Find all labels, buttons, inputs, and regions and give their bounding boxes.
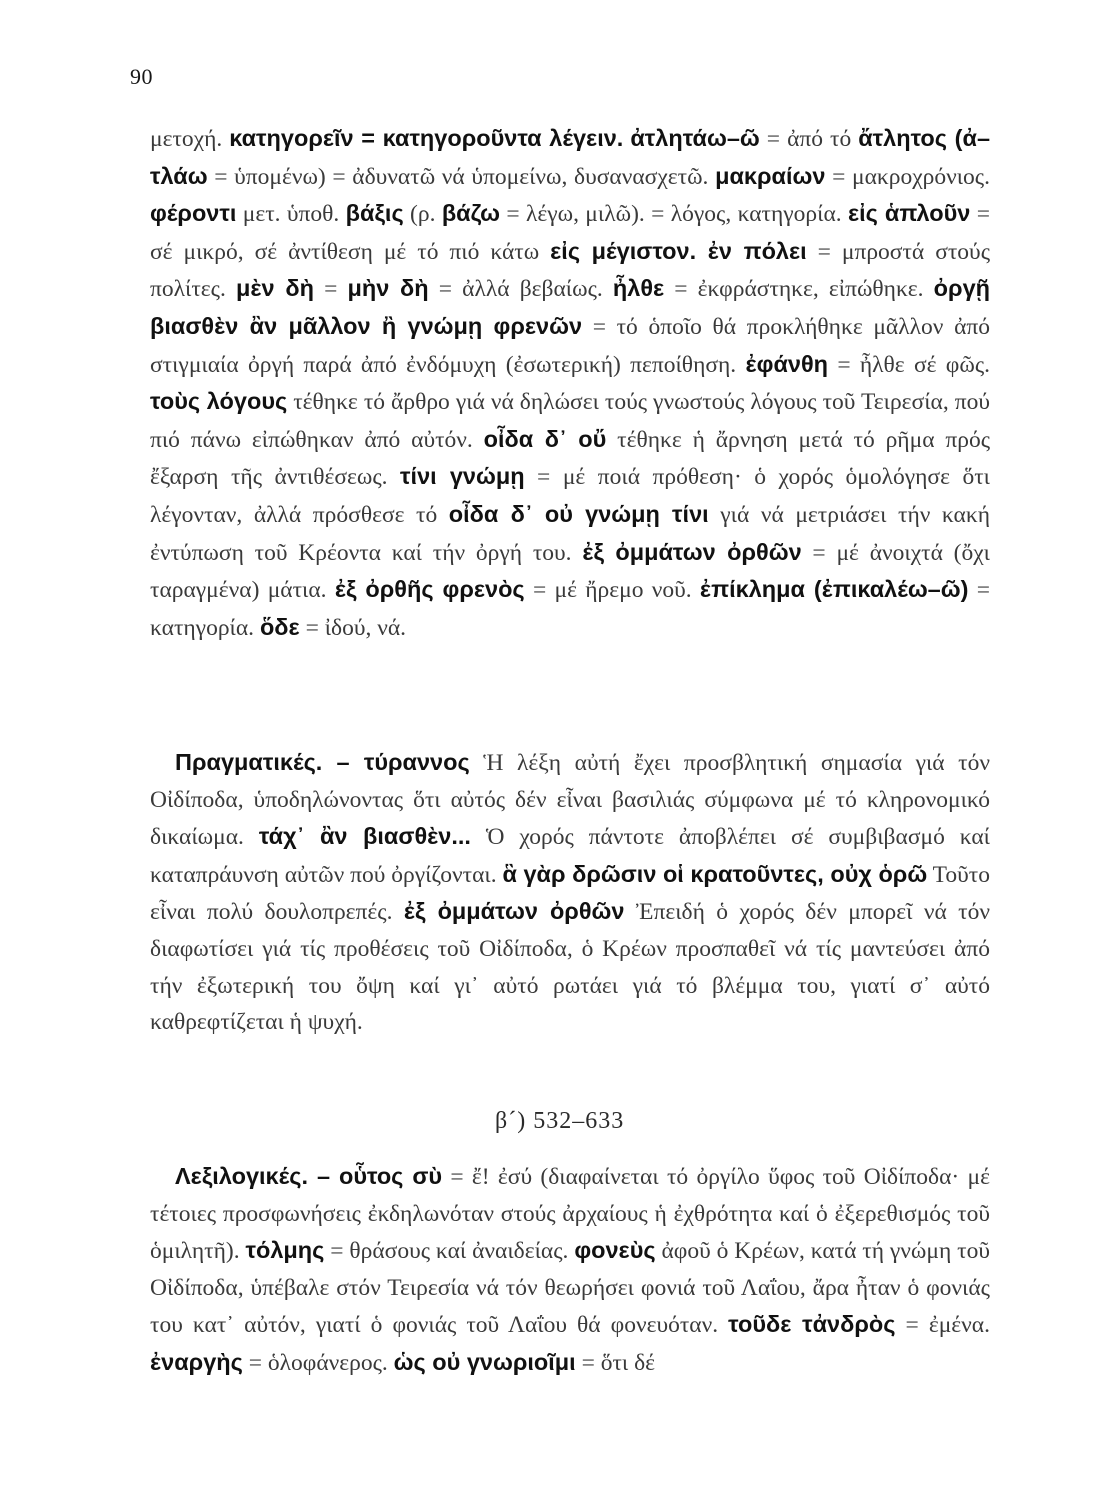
gloss-text: = θράσους καί ἀναιδείας. [324,1238,575,1265]
lemma-term: ἐπίκλημα (ἐπικαλέω–ῶ) [699,576,969,603]
gloss-text: γιά νά μετριάσει τήν κακή ἐντύπωση τοῦ Κρέοντα καί τήν ὀργή του. [150,501,991,566]
lemma-term: κατηγορεῖν = κατηγοροῦντα λέγειν. [229,125,624,151]
page-number: 90 [130,64,153,89]
lemma-term: βάζω [441,200,500,227]
lemma-term: τίνι γνώμῃ [400,463,525,490]
gloss-text: = μέ ἤρεμο νοῦ. [524,577,700,604]
gloss-text: = [313,276,348,303]
gloss-text: = ἰδού, νά. [299,614,407,641]
gloss-text: = μακροχρόνιος. [825,163,990,190]
lemma-term: ἀτλητάω–ῶ [630,125,760,151]
glossary-paragraph-1 [150,120,990,646]
gloss-text: τέθηκε ἡ ἄρνηση μετά τό ρῆμα πρός ἔξαρση τῆς ἀντιθέσεως. [150,426,990,491]
lemma-term: ἐξ ὀμμάτων ὀρθῶν [403,898,625,925]
lemma-term: Πραγματικές. – τύραννος [175,749,470,775]
gloss-text: μετ. ὑποθ. [236,201,346,228]
gloss-text: = ὑπομένω) = ἀδυνατῶ νά ὑπομείνω, δυσανασχετῶ. [207,163,716,190]
gloss-text: Ὁ χορός πάντοτε ἀποβλέπει σέ συμβιβασμό καί καταπράυνση αὐτῶν πού ὀργίζονται. [150,824,990,888]
gloss-text: = ἀλλά βεβαίως. [428,276,613,303]
gloss-text: ἀφοῦ ὁ Κρέων, κατά τή γνώμη τοῦ Οἰδίποδα, ὑπέβαλε στόν Τειρεσία νά τόν θεωρήσει φονιά τοῦ Λαΐου, ἄρα ἦταν ὁ φονιάς του κατ᾽ αὐτόν, γιατί ὁ φονιάς τοῦ Λαΐου θά φονευόταν. [150,1238,990,1339]
lemma-term: ὅδε [259,613,300,640]
gloss-text: = σέ μικρό, σέ ἀντίθεση μέ τό πιό κάτω [150,201,990,265]
lemma-term: τοὺς λόγους [150,388,288,415]
gloss-text: = τό ὁποῖο θά προκλήθηκε μᾶλλον ἀπό στιγμιαία ὀργή παρά ἀπό ἐνδόμυχη (ἐσωτερική) πεποίθηση. [150,313,990,378]
lemma-term: οἶδα δ᾽ οὔ [483,425,607,452]
lemma-term: ἐξ ὀρθῆς φρενὸς [334,576,525,603]
lemma-term: ἐξ ὀμμάτων ὀρθῶν [582,538,802,565]
lexilogikes-paragraph [150,1158,990,1382]
lemma-term: φέροντι [150,200,237,227]
gloss-text: Ἡ λέξη αὐτή ἔχει προσβλητική σημασία γιά τόν Οἰδίποδα, ὑποδηλώνοντας ὅτι αὐτός δέν εἶναι βασιλιάς [150,750,990,813]
lemma-term: μὲν δὴ [235,275,314,302]
gloss-text: τέθηκε τό ἄρθρο γιά νά δηλώσει τούς γνωστούς λόγους τοῦ Τειρεσία, πού πιό πάνω εἰπώθηκαν ἀπό αὐτόν. [150,389,990,453]
gloss-text: = ἔ! ἐσύ (διαφαίνεται τό ὀργίλο ὕφος τοῦ Οἰδίποδα· μέ τέτοιες προσφωνήσεις ἐκδηλωνόταν στούς ἀρχαίους ἡ ἐχθρότητα καί ὁ ἐξερεθισμός τοῦ ὁμιλητῆ). [150,1164,990,1265]
gloss-text: = μπροστά στούς πολίτες. [150,238,991,303]
lemma-term: βάξις [345,200,404,227]
lemma-term: μὴν δὴ [347,275,429,302]
gloss-text: = ἦλθε σέ φῶς. [828,351,990,378]
lemma-term: μακραίων [715,162,826,189]
lemma-term: ὡς οὐ γνωριοῖμι [393,1348,576,1375]
gloss-text: = μέ ἀνοιχτά (ὄχι ταραγμένα) μάτια. [150,539,990,604]
lemma-term: εἰς μέγιστον. ἐν πόλει [550,237,807,264]
gloss-text: = ἀπό τό [759,126,859,152]
gloss-text: Ἐπειδή ὁ χορός δέν μπορεῖ νά τόν διαφωτίσει γιά τίς προθέσεις τοῦ Οἰδίποδα, ὁ Κρέων προσπαθεῖ νά τίς μαντεύσει ἀπό τήν ἐξωτερική του ὄψη καί γι᾽ αὐτό ρωτάει γιά τό βλέμμα του, γιατί σ᾽ αὐτό καθρεφτίζεται ἡ ψυχή. [150,899,990,1036]
gloss-text: = ὁλοφάνερος. [242,1349,394,1376]
lemma-term: ἦλθε [612,275,665,302]
lemma-term: τόλμης [245,1237,325,1264]
lemma-term: ἄτλητος (ἀ–τλάω [150,125,991,189]
gloss-text: = λέγω, μιλῶ). = λόγος, κατηγορία. [499,201,848,228]
lemma-term: ἐναργὴς [150,1348,243,1375]
lemma-term: φονεὺς [574,1237,656,1264]
lemma-term: οἶδα δ᾽ οὐ γνώμῃ τίνι [448,500,709,527]
lemma-term: τάχ᾽ ἂν βιασθὲν... [258,823,471,850]
gloss-text: = ἐμένα. [895,1312,990,1339]
lemma-term: τοῦδε τἀνδρὸς [728,1311,896,1338]
lemma-term: Λεξιλογικές. – οὗτος σὺ [175,1163,443,1189]
gloss-text: = κατηγορία. [150,577,990,641]
gloss-text: Τοῦτο εἶναι πολύ δουλοπρεπές. [150,861,990,926]
lemma-term: εἰς ἁπλοῦν [848,200,971,227]
gloss-text: (ρ. [403,201,442,228]
lemma-term: ἐφάνθη [745,350,829,377]
gloss-text: = ἐκφράστηκε, εἰπώθηκε. [664,276,934,303]
gloss-text: = ὅτι δέ [575,1349,656,1376]
lemma-term: ἃ γὰρ δρῶσιν οἱ κρατοῦντες, οὐχ ὁρῶ [502,860,928,887]
gloss-text: = μέ ποιά πρόθεση· ὁ χορός ὁμολόγησε ὅτι λέγονταν, ἀλλά πρόσθεσε τό [150,464,990,528]
section-heading: β´) 532–633 [495,1108,625,1134]
gloss-text [244,824,259,850]
gloss-text: μετοχή. [150,126,230,152]
lemma-term: ὀργῇ βιασθὲν ἂν μᾶλλον ἢ γνώμῃ φρενῶν [150,275,990,339]
gloss-text: σύμφωνα μέ τό κληρονομικό δικαίωμα. [150,786,991,851]
pragmatikes-paragraph [150,744,990,1041]
